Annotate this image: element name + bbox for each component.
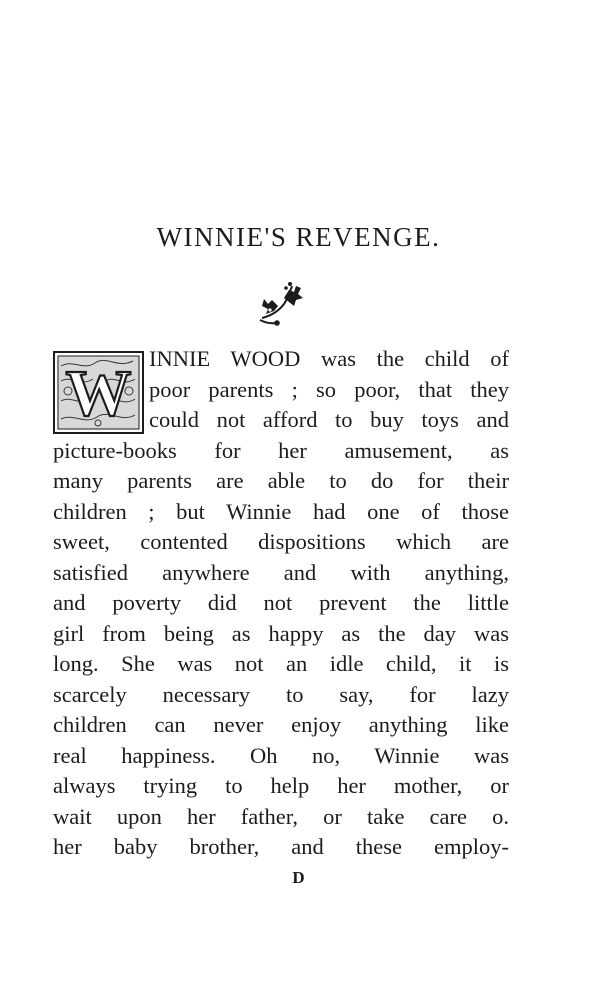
text-line: children ; but Winnie had one of those [53,498,509,524]
body-text [53,344,509,863]
text-line: picture-books for her amusement, as [53,437,509,463]
text-line: poor parents ; so poor, that they [149,376,509,402]
dropcap-letter: W [65,357,132,430]
chapter-title: WINNIE'S REVENGE. [156,222,441,252]
text-line: wait upon her father, or take care o. [53,803,509,829]
text-line: always trying to help her mother, or [53,773,509,798]
text-line: could not afford to buy toys and [149,407,509,432]
text-line: real happiness. Oh no, Winnie was [53,742,509,768]
text-line: many parents are able to do for their [53,468,509,493]
text-line: INNIE WOOD was the child of [149,346,509,371]
signature-mark: D [292,868,305,887]
text-line: scarcely necessary to say, for lazy [53,681,509,707]
text-line: satisfied anywhere and with anything, [53,559,509,585]
text-line: her baby brother, and these employ- [53,834,509,859]
holly-sprig-icon [256,276,306,328]
text-line: long. She was not an idle child, it is [53,651,509,676]
text-line: and poverty did not prevent the little [53,590,509,615]
text-line: girl from being as happy as the day was [53,620,509,646]
text-line: children can never enjoy anything like [53,712,509,737]
text-line: sweet, contented dispositions which are [53,529,509,554]
